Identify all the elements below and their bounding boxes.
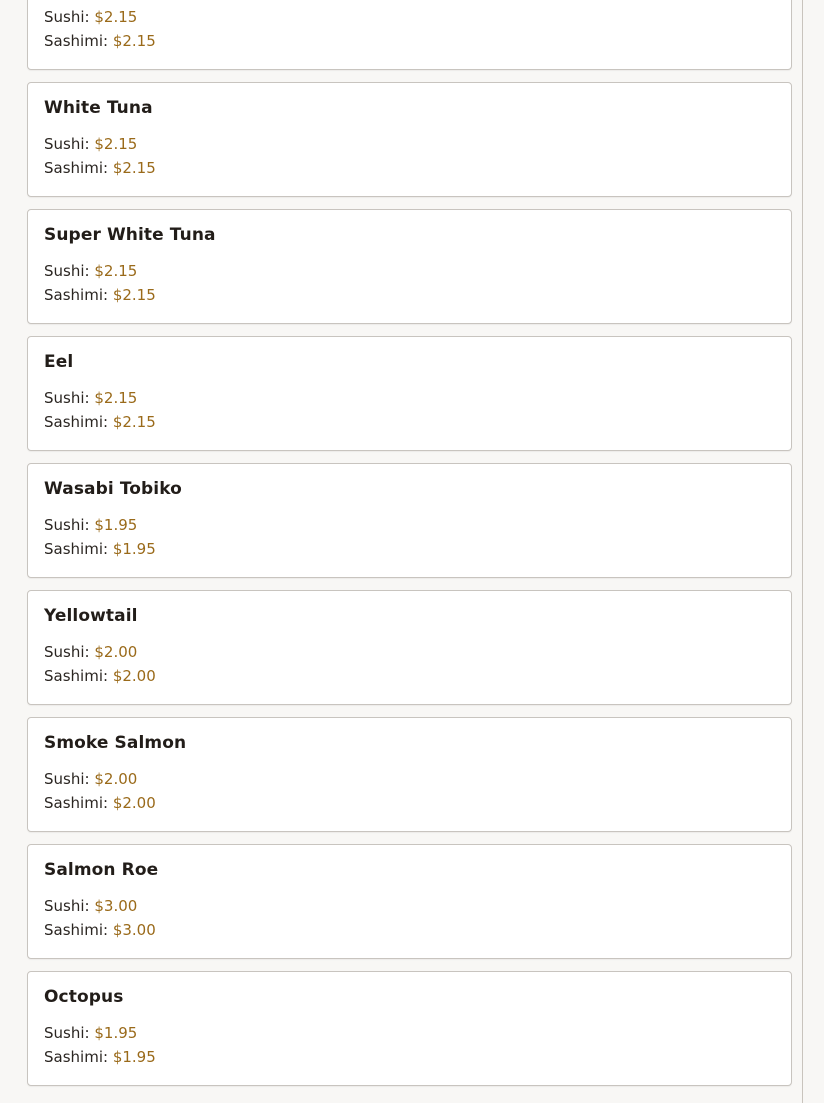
- sashimi-price: $1.95: [112, 540, 156, 558]
- sushi-price-line: [44, 770, 137, 788]
- sushi-label: Sushi:: [44, 516, 90, 534]
- sushi-price: $1.95: [94, 516, 138, 534]
- menu-item-card: [27, 844, 792, 959]
- sushi-label: Sushi:: [44, 1024, 90, 1042]
- sashimi-label: Sashimi:: [44, 32, 109, 50]
- sashimi-label: Sashimi:: [44, 667, 109, 685]
- sashimi-price: $2.00: [112, 794, 156, 812]
- sashimi-price: $2.00: [112, 667, 156, 685]
- menu-item-title: Yellowtail: [44, 606, 138, 626]
- sushi-price: $2.15: [94, 262, 138, 280]
- menu-item-list: [27, 0, 792, 1098]
- sashimi-price-line: [44, 921, 156, 939]
- sushi-price: $1.95: [94, 1024, 138, 1042]
- sushi-price-line: [44, 1024, 137, 1042]
- menu-item-title: White Tuna: [44, 98, 153, 118]
- sashimi-label: Sashimi:: [44, 921, 109, 939]
- sushi-label: Sushi:: [44, 262, 90, 280]
- menu-item-title: Wasabi Tobiko: [44, 479, 182, 499]
- menu-item-card: [27, 717, 792, 832]
- sushi-price-line: [44, 135, 137, 153]
- sushi-price-line: [44, 262, 137, 280]
- sashimi-price-line: [44, 667, 156, 685]
- menu-item-card: [27, 0, 792, 70]
- menu-item-card: [27, 336, 792, 451]
- sashimi-price-line: [44, 1048, 156, 1066]
- sushi-price-line: [44, 516, 137, 534]
- sushi-price: $3.00: [94, 897, 138, 915]
- sashimi-price: $2.15: [112, 159, 156, 177]
- sashimi-price: $1.95: [112, 1048, 156, 1066]
- sashimi-price-line: [44, 413, 156, 431]
- sashimi-price-line: [44, 32, 156, 50]
- sushi-price-line: [44, 643, 137, 661]
- sushi-price-line: [44, 389, 137, 407]
- sushi-label: Sushi:: [44, 8, 90, 26]
- sashimi-price-line: [44, 540, 156, 558]
- menu-item-title: Octopus: [44, 987, 124, 1007]
- sushi-price: $2.00: [94, 643, 138, 661]
- menu-item-title: Smoke Salmon: [44, 733, 187, 753]
- menu-item-title: Salmon Roe: [44, 860, 159, 880]
- sushi-label: Sushi:: [44, 897, 90, 915]
- sashimi-label: Sashimi:: [44, 159, 109, 177]
- sashimi-label: Sashimi:: [44, 1048, 109, 1066]
- menu-item-card: [27, 463, 792, 578]
- sushi-price: $2.15: [94, 8, 138, 26]
- sushi-price: $2.15: [94, 389, 138, 407]
- sushi-label: Sushi:: [44, 389, 90, 407]
- menu-item-title: Super White Tuna: [44, 225, 216, 245]
- sushi-price-line: [44, 8, 137, 26]
- sashimi-price: $2.15: [112, 286, 156, 304]
- sashimi-price-line: [44, 794, 156, 812]
- sashimi-price-line: [44, 159, 156, 177]
- sushi-label: Sushi:: [44, 135, 90, 153]
- sashimi-label: Sashimi:: [44, 540, 109, 558]
- sashimi-label: Sashimi:: [44, 286, 109, 304]
- sushi-label: Sushi:: [44, 643, 90, 661]
- scroll-track-divider: [802, 0, 803, 1103]
- sashimi-price-line: [44, 286, 156, 304]
- sashimi-price: $2.15: [112, 32, 156, 50]
- sashimi-label: Sashimi:: [44, 413, 109, 431]
- sushi-label: Sushi:: [44, 770, 90, 788]
- sashimi-price: $2.15: [112, 413, 156, 431]
- menu-item-card: [27, 82, 792, 197]
- menu-item-card: [27, 209, 792, 324]
- sashimi-price: $3.00: [112, 921, 156, 939]
- menu-item-title: Eel: [44, 352, 74, 372]
- sushi-price: $2.15: [94, 135, 138, 153]
- menu-item-card: [27, 971, 792, 1086]
- sushi-price: $2.00: [94, 770, 138, 788]
- menu-item-card: [27, 590, 792, 705]
- sushi-price-line: [44, 897, 137, 915]
- sashimi-label: Sashimi:: [44, 794, 109, 812]
